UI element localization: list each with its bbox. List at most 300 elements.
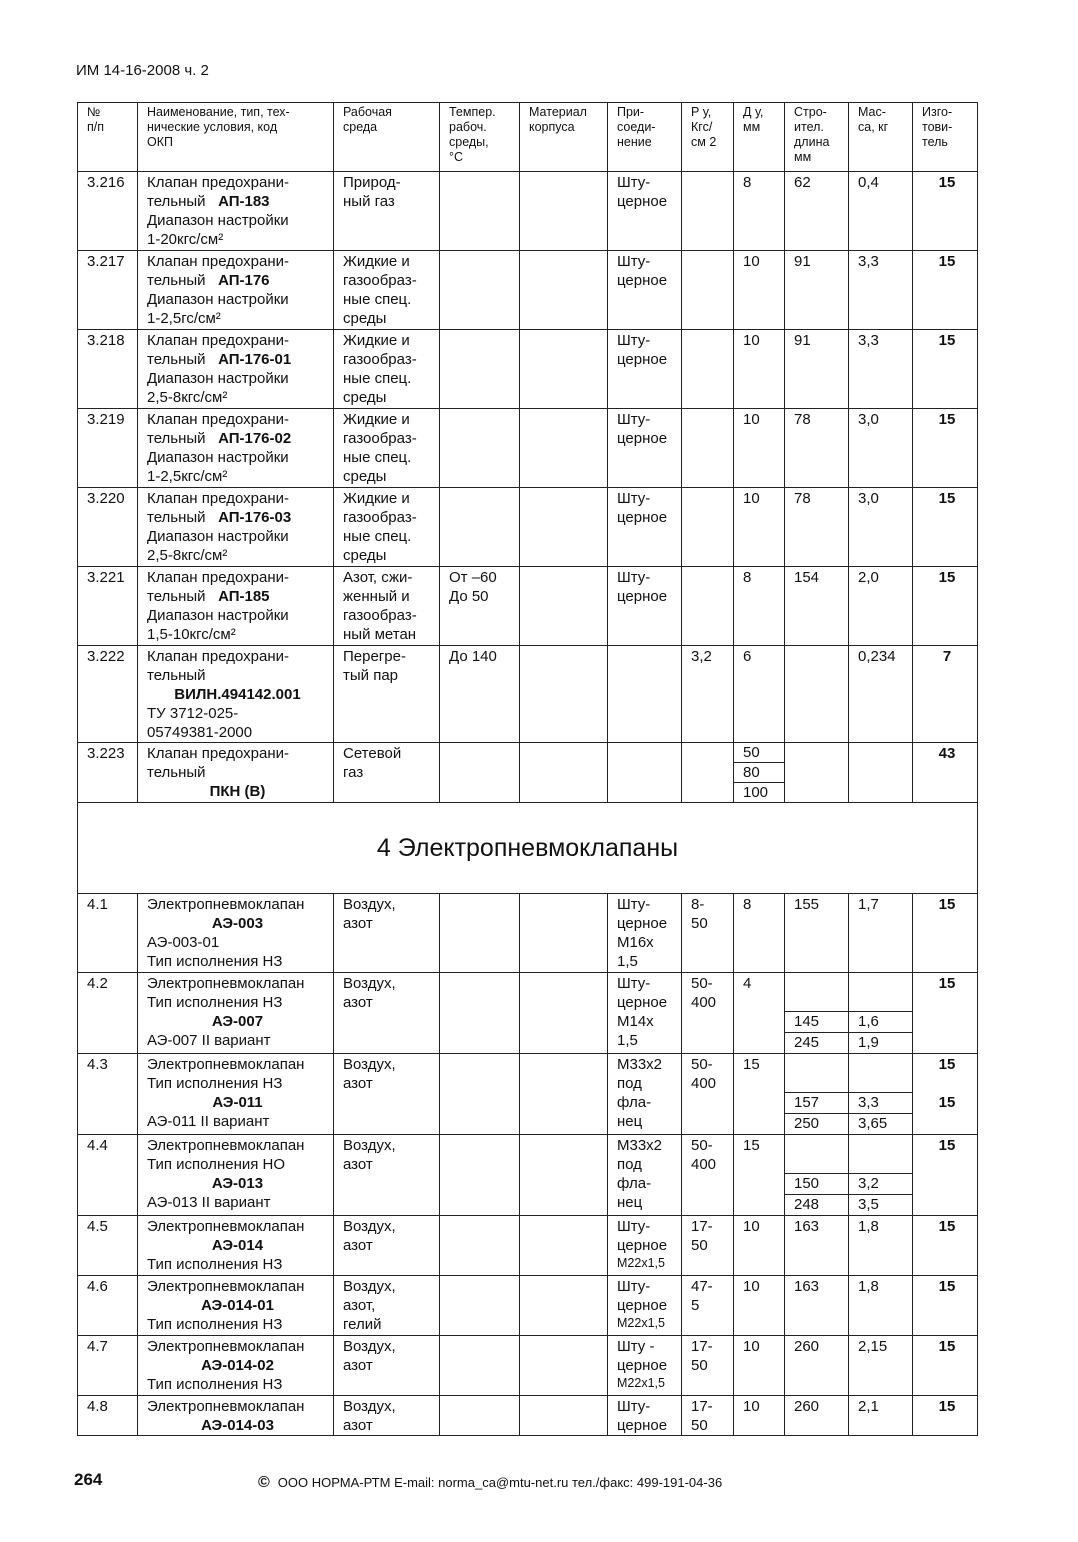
cell-length-value: 250	[785, 1114, 848, 1135]
text-line: Тип исполнения НЗ	[147, 1376, 283, 1393]
text-line: 3,2	[691, 648, 712, 665]
table-row	[78, 973, 978, 1054]
text-line: Природ-	[343, 174, 401, 191]
cell-material	[520, 488, 608, 567]
cell-num: 4.2	[78, 973, 138, 1054]
cell-manufacturer: 15	[913, 409, 978, 488]
header-temp	[440, 103, 520, 172]
text-line: Диапазон настройки	[147, 528, 289, 545]
text-line: среды	[343, 468, 387, 485]
text-line: АЭ-011 II вариант	[147, 1113, 270, 1130]
cell-medium	[334, 973, 440, 1054]
cell-name	[138, 1135, 334, 1216]
cell-num: 3.222	[78, 646, 138, 743]
text-line: №	[87, 105, 101, 119]
text-line: Электропневмоклапан	[147, 1137, 305, 1154]
cell-medium	[334, 743, 440, 803]
cell-length: 91	[785, 251, 849, 330]
text-line: газообраз-	[343, 272, 417, 289]
text-line: М33х2	[617, 1056, 663, 1073]
text-line: АЭ-011	[212, 1094, 263, 1111]
text-line: ные спец.	[343, 528, 412, 545]
text-line: Шту-	[617, 490, 651, 507]
header-num	[78, 103, 138, 172]
text-line: Воздух,	[343, 1398, 396, 1415]
cell-length-subtable	[785, 1135, 848, 1215]
cell-medium	[334, 251, 440, 330]
cell-mass: 1,8	[849, 1276, 913, 1336]
text-line: под	[617, 1075, 642, 1092]
cell-medium	[334, 1135, 440, 1216]
text-line: Электропневмоклапан	[147, 1218, 305, 1235]
cell-temp	[440, 1216, 520, 1276]
cell-num: 4.8	[78, 1396, 138, 1436]
cell-connection	[608, 488, 682, 567]
cell-manufacturer: 15	[913, 172, 978, 251]
page-number: 264	[74, 1470, 103, 1489]
cell-pressure	[682, 646, 734, 743]
text-line: 8-	[691, 896, 705, 913]
cell-temp	[440, 1336, 520, 1396]
cell-temp	[440, 251, 520, 330]
cell-name	[138, 1396, 334, 1436]
header-length	[785, 103, 849, 172]
text-line: М22х1,5	[617, 1256, 665, 1270]
text-line: Жидкие и	[343, 490, 410, 507]
cell-num: 3.220	[78, 488, 138, 567]
text-line: среды	[343, 547, 387, 564]
table-row	[78, 1054, 978, 1135]
cell-mass-subtable	[849, 1054, 912, 1134]
text-line: 50-	[691, 1056, 713, 1073]
text-line: 2,5-8кгс/см²	[147, 389, 228, 406]
manufacturer-value: 15	[938, 1094, 956, 1111]
cell-length-value	[785, 1054, 848, 1093]
cell-diameter: 8	[734, 567, 785, 646]
text-line: нец	[617, 1113, 643, 1130]
cell-diameter: 10	[734, 488, 785, 567]
text-line: церное	[617, 193, 668, 210]
table-row	[78, 409, 978, 488]
cell-name	[138, 973, 334, 1054]
cell-connection	[608, 330, 682, 409]
text-line: ные спец.	[343, 449, 412, 466]
text-line: са, кг	[858, 120, 889, 134]
text-line: Азот, сжи-	[343, 569, 413, 586]
text-line: Клапан предохрани-	[147, 490, 289, 507]
cell-name	[138, 567, 334, 646]
diameter-value: 80	[734, 763, 784, 783]
cell-mass	[849, 1054, 913, 1135]
text-line: церное	[617, 1417, 668, 1434]
header-manufacturer	[913, 103, 978, 172]
text-line: церное	[617, 430, 668, 447]
text-line: АЭ-013 II вариант	[147, 1194, 271, 1211]
text-line: ОКП	[147, 135, 173, 149]
text-line: п/п	[87, 120, 105, 134]
text-line: азот,	[343, 1297, 376, 1314]
text-line: нение	[617, 135, 652, 149]
text-line: Шту-	[617, 332, 651, 349]
cell-diameter: 15	[734, 1135, 785, 1216]
text-line: Воздух,	[343, 1137, 396, 1154]
table-row	[78, 646, 978, 743]
cell-num: 3.221	[78, 567, 138, 646]
cell-name	[138, 1276, 334, 1336]
cell-length	[785, 1135, 849, 1216]
text-line: От –60	[449, 569, 497, 586]
text-line: 17-	[691, 1338, 713, 1355]
header-connection	[608, 103, 682, 172]
text-line: М14х	[617, 1013, 654, 1030]
cell-pressure	[682, 1054, 734, 1135]
text-line: мм	[743, 120, 761, 134]
diameter-value: 50	[743, 744, 760, 761]
text-line: М22х1,5	[617, 1316, 665, 1330]
cell-material	[520, 1336, 608, 1396]
cell-temp	[440, 409, 520, 488]
cell-mass-value	[849, 973, 912, 1012]
text-line: ные спец.	[343, 370, 412, 387]
cell-diameter: 10	[734, 1216, 785, 1276]
text-line: 400	[691, 1156, 717, 1173]
text-line: Наименование, тип, тех-	[147, 105, 290, 119]
text-line: среды	[343, 310, 387, 327]
cell-name	[138, 172, 334, 251]
text-line: церное	[617, 509, 668, 526]
text-line: тый пар	[343, 667, 399, 684]
cell-length: 154	[785, 567, 849, 646]
text-line: Шту-	[617, 1218, 651, 1235]
cell-pressure	[682, 1216, 734, 1276]
cell-connection	[608, 894, 682, 973]
cell-diameter: 15	[734, 1054, 785, 1135]
text-line: Диапазон настройки	[147, 449, 289, 466]
text-line: Шту-	[617, 253, 651, 270]
cell-name	[138, 330, 334, 409]
text-line: 2,5-8кгс/см²	[147, 547, 228, 564]
text-line: Темпер.	[449, 105, 496, 119]
text-line: Шту -	[617, 1338, 655, 1355]
cell-num: 4.6	[78, 1276, 138, 1336]
manufacturer-value: 15	[938, 1056, 956, 1073]
text-line: Стро-	[794, 105, 827, 119]
text-line: 50-	[691, 1137, 713, 1154]
text-line: Рабочая	[343, 105, 392, 119]
cell-mass: 3,3	[849, 330, 913, 409]
text-line: соеди-	[617, 120, 656, 134]
text-line: Электропневмоклапан	[147, 1278, 305, 1295]
cell-manufacturer: 7	[913, 646, 978, 743]
text-line: нец	[617, 1194, 643, 1211]
footer-contacts: ООО НОРМА-РТМ E-mail: norma_ca@mtu-net.ru тел./факс: 499-191-04-36	[277, 1475, 723, 1490]
text-line: 1,5	[617, 1032, 638, 1049]
text-line: АЭ-013	[211, 1175, 264, 1192]
cell-mass-value: 1,6	[849, 1012, 912, 1033]
text-line: мм	[794, 150, 812, 164]
cell-material	[520, 1276, 608, 1336]
text-line: азот	[343, 915, 373, 932]
text-line: 1,5-10кгс/см²	[147, 626, 236, 643]
cell-length-value	[785, 1135, 848, 1174]
text-line: азот	[343, 1417, 373, 1434]
cell-mass: 3,0	[849, 488, 913, 567]
text-line: тельный АП-183	[147, 193, 270, 210]
cell-num: 4.5	[78, 1216, 138, 1276]
cell-temp	[440, 567, 520, 646]
text-line: 05749381-2000	[147, 724, 253, 741]
cell-connection	[608, 409, 682, 488]
cell-pressure	[682, 488, 734, 567]
table-row	[78, 330, 978, 409]
text-line: 50	[691, 1237, 708, 1254]
cell-mass	[849, 743, 913, 803]
cell-mass	[849, 1135, 913, 1216]
cell-material	[520, 646, 608, 743]
cell-material	[520, 1396, 608, 1436]
text-line: длина	[794, 135, 830, 149]
cell-pressure	[682, 973, 734, 1054]
text-line: газ	[343, 764, 364, 781]
cell-num: 3.219	[78, 409, 138, 488]
cell-medium	[334, 1336, 440, 1396]
cell-length: 260	[785, 1396, 849, 1436]
cell-medium	[334, 646, 440, 743]
text-line: под	[617, 1156, 642, 1173]
cell-diameter: 10	[734, 251, 785, 330]
text-line: ТУ 3712-025-	[147, 705, 239, 722]
text-line: М22х1,5	[617, 1376, 665, 1390]
cell-length	[785, 1054, 849, 1135]
text-line: тельный АП-176-02	[147, 430, 292, 447]
header-medium	[334, 103, 440, 172]
cell-connection	[608, 1135, 682, 1216]
cell-diameter: 10	[734, 1276, 785, 1336]
table-row	[78, 743, 978, 803]
cell-medium	[334, 1276, 440, 1336]
text-line: ител.	[794, 120, 824, 134]
text-line: При-	[617, 105, 645, 119]
cell-mass	[849, 973, 913, 1054]
text-line: тельный	[147, 667, 206, 684]
text-line: Тип исполнения НЗ	[147, 994, 283, 1011]
text-line: ПКН (В)	[209, 783, 266, 800]
text-line: церное	[617, 588, 668, 605]
text-line: Сетевой	[343, 745, 402, 762]
cell-pressure	[682, 1276, 734, 1336]
cell-medium	[334, 1216, 440, 1276]
cell-mass: 0,234	[849, 646, 913, 743]
cell-pressure	[682, 743, 734, 803]
cell-manufacturer: 15	[913, 567, 978, 646]
cell-manufacturer: 15	[913, 894, 978, 973]
text-line: АЭ-014-02	[201, 1357, 274, 1374]
cell-mass-value: 3,5	[849, 1195, 912, 1216]
cell-length: 155	[785, 894, 849, 973]
text-line: Шту-	[617, 174, 651, 191]
cell-num: 4.4	[78, 1135, 138, 1216]
text-line: Тип исполнения НЗ	[147, 1256, 283, 1273]
cell-length-subtable	[785, 1054, 848, 1134]
cell-diameter: 8	[734, 172, 785, 251]
cell-mass: 1,7	[849, 894, 913, 973]
text-line: среды,	[449, 135, 489, 149]
cell-length	[785, 743, 849, 803]
text-line: Тип исполнения НЗ	[147, 953, 283, 970]
text-line: среда	[343, 120, 378, 134]
text-line: Жидкие и	[343, 253, 410, 270]
text-line: Электропневмоклапан	[147, 896, 305, 913]
footer-text	[258, 1474, 722, 1492]
cell-mass-value	[849, 1135, 912, 1174]
text-line: азот	[343, 994, 373, 1011]
cell-num: 4.7	[78, 1336, 138, 1396]
cell-diameter: 10	[734, 330, 785, 409]
section-title: 4 Электропневмоклапаны	[78, 803, 978, 894]
valves-table	[77, 102, 978, 1436]
cell-temp	[440, 894, 520, 973]
text-line: АЭ-003-01	[147, 934, 220, 951]
text-line: 50	[691, 915, 708, 932]
text-line: Воздух,	[343, 1338, 396, 1355]
text-line: Шту-	[617, 1398, 651, 1415]
cell-mass: 2,1	[849, 1396, 913, 1436]
cell-material	[520, 743, 608, 803]
cell-length: 62	[785, 172, 849, 251]
cell-length: 91	[785, 330, 849, 409]
text-line: церное	[617, 994, 668, 1011]
cell-name	[138, 1054, 334, 1135]
cell-pressure	[682, 251, 734, 330]
manufacturer-value: 15	[938, 1137, 956, 1154]
text-line: тельный АП-176-03	[147, 509, 292, 526]
table-row	[78, 1216, 978, 1276]
cell-manufacturer: 15	[913, 1336, 978, 1396]
cell-num: 3.218	[78, 330, 138, 409]
text-line: см 2	[691, 135, 717, 149]
cell-diameter: 10	[734, 1396, 785, 1436]
cell-name	[138, 1336, 334, 1396]
text-line: Диапазон настройки	[147, 370, 289, 387]
text-line: Шту-	[617, 975, 651, 992]
table-row	[78, 488, 978, 567]
cell-pressure	[682, 330, 734, 409]
cell-material	[520, 1216, 608, 1276]
text-line: Диапазон настройки	[147, 291, 289, 308]
cell-length-value	[785, 973, 848, 1012]
text-line: 17-	[691, 1218, 713, 1235]
cell-temp	[440, 1276, 520, 1336]
text-line: АЭ-014-03	[201, 1417, 274, 1434]
cell-manufacturer	[913, 973, 978, 1054]
text-line: ный метан	[343, 626, 417, 643]
cell-temp	[440, 646, 520, 743]
document-code: ИМ 14-16-2008 ч. 2	[76, 62, 209, 79]
text-line: 1,5	[617, 953, 638, 970]
cell-mass-value: 3,65	[849, 1114, 912, 1135]
cell-pressure	[682, 894, 734, 973]
cell-mass: 2,15	[849, 1336, 913, 1396]
cell-medium	[334, 488, 440, 567]
text-line: Диапазон настройки	[147, 607, 289, 624]
text-line: АЭ-014	[211, 1237, 264, 1254]
text-line: азот	[343, 1156, 373, 1173]
cell-connection	[608, 743, 682, 803]
cell-pressure	[682, 409, 734, 488]
text-line: церное	[617, 1357, 668, 1374]
cell-temp	[440, 1054, 520, 1135]
text-line: Жидкие и	[343, 332, 410, 349]
cell-manufacturer: 15	[913, 1396, 978, 1436]
text-line: АЭ-014-01	[201, 1297, 274, 1314]
cell-connection	[608, 646, 682, 743]
table-row	[78, 1336, 978, 1396]
cell-num: 4.3	[78, 1054, 138, 1135]
table-row	[78, 894, 978, 973]
cell-manufacturer	[913, 1054, 978, 1135]
cell-connection	[608, 1054, 682, 1135]
text-line: нические условия, код	[147, 120, 278, 134]
cell-temp	[440, 743, 520, 803]
text-line: азот	[343, 1237, 373, 1254]
text-line: Клапан предохрани-	[147, 174, 289, 191]
cell-material	[520, 1054, 608, 1135]
text-line: 5	[691, 1297, 700, 1314]
cell-length: 260	[785, 1336, 849, 1396]
text-line: церное	[617, 915, 668, 932]
diameter-value: 100	[734, 783, 784, 803]
cell-mass-value	[849, 1054, 912, 1093]
text-line: женный и	[343, 588, 410, 605]
table-row	[78, 1276, 978, 1336]
text-line: Электропневмоклапан	[147, 1056, 305, 1073]
text-line: тельный АП-185	[147, 588, 270, 605]
text-line: Диапазон настройки	[147, 212, 289, 229]
text-line: Тип исполнения НО	[147, 1156, 286, 1173]
text-line: Воздух,	[343, 1056, 396, 1073]
cell-material	[520, 172, 608, 251]
cell-mass-value: 3,3	[849, 1093, 912, 1114]
table-row	[78, 1135, 978, 1216]
cell-manufacturer	[913, 1135, 978, 1216]
cell-mass: 2,0	[849, 567, 913, 646]
cell-name	[138, 409, 334, 488]
text-line: 1-2,5гс/см²	[147, 310, 221, 327]
cell-name	[138, 646, 334, 743]
text-line: Клапан предохрани-	[147, 411, 289, 428]
text-line: 47-	[691, 1278, 713, 1295]
cell-temp	[440, 330, 520, 409]
text-line: Электропневмоклапан	[147, 1398, 305, 1415]
cell-medium	[334, 894, 440, 973]
cell-length-value: 150	[785, 1174, 848, 1195]
text-line: °С	[449, 150, 464, 164]
cell-length-value: 145	[785, 1012, 848, 1033]
text-line: Р у,	[691, 105, 712, 119]
text-line: М33х2	[617, 1137, 663, 1154]
cell-connection	[608, 251, 682, 330]
cell-length	[785, 973, 849, 1054]
text-line: Тип исполнения НЗ	[147, 1316, 283, 1333]
cell-name	[138, 488, 334, 567]
text-line: церное	[617, 272, 668, 289]
text-line: АЭ-007 II вариант	[147, 1032, 271, 1049]
text-line: тельный АП-176	[147, 272, 270, 289]
text-line: АЭ-003	[211, 915, 264, 932]
cell-num: 3.216	[78, 172, 138, 251]
header-row	[78, 103, 978, 172]
text-line: М16х	[617, 934, 654, 951]
